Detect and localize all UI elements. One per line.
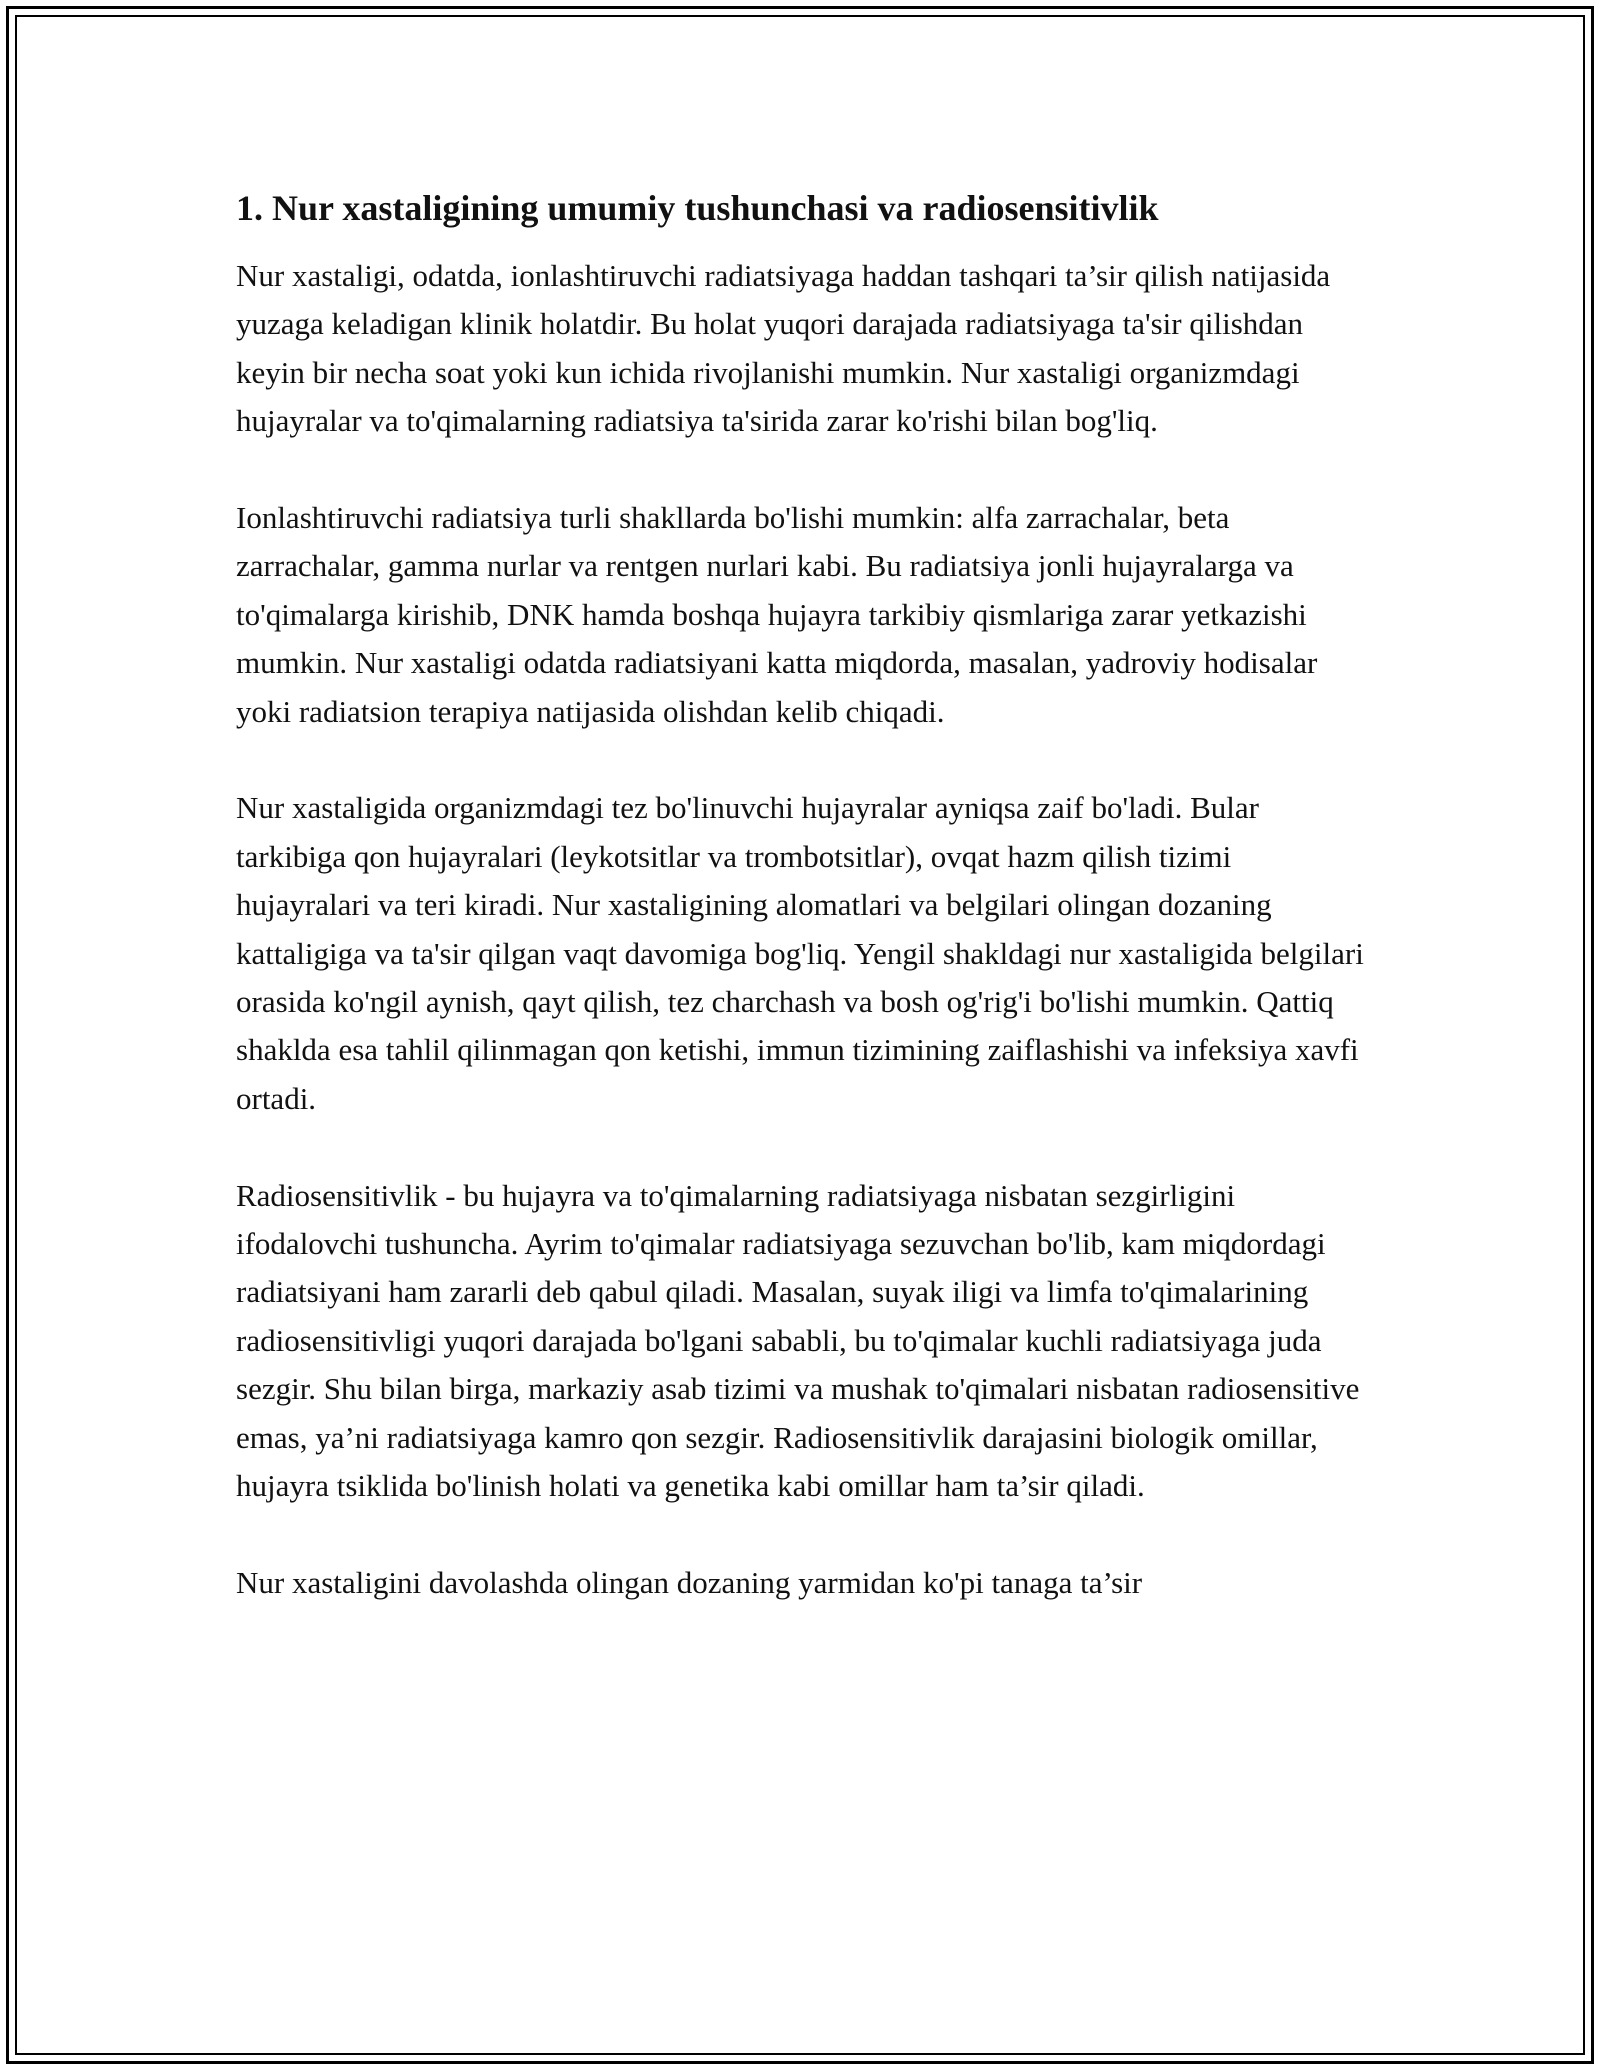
paragraph-4: Radiosensitivlik - bu hujayra va to'qimalarning radiatsiyaga nisbatan sezgirligini ifodalovchi tushuncha. Ayrim to'qimalar radiatsiyaga sezuvchan bo'lib, kam miqdordagi radiatsiyani ham zararli deb qabul qiladi. Masalan, suyak iligi va limfa to'qimalarining radiosensitivligi yuqori darajada bo'lgani sababli, bu to'qimalar kuchli radiatsiyaga juda sezgir. Shu bilan birga, markaziy asab tizimi va mushak to'qimalari nisbatan radiosensitive emas, ya’ni radiatsiyaga kamro qon sezgir. Radiosensitivlik darajasini biologik omillar, hujayra tsiklida bo'linish holati va genetika kabi omillar ham ta’sir qiladi. (236, 1177, 1360, 1504)
document-body (236, 184, 1366, 1607)
paragraph-1: Nur xastaligi, odatda, ionlashtiruvchi radiatsiyaga haddan tashqari ta’sir qilish natijasida yuzaga keladigan klinik holatdir. Bu holat yuqori darajada radiatsiyaga ta'sir qilishdan keyin bir necha soat yoki kun ichida rivojlanishi mumkin. Nur xastaligi organizmdagi hujayralar va to'qimalarning radiatsiya ta'sirida zarar ko'rishi bilan bog'liq. (236, 258, 1331, 439)
paragraph-2: Ionlashtiruvchi radiatsiya turli shakllarda bo'lishi mumkin: alfa zarrachalar, beta zarrachalar, gamma nurlar va rentgen nurlari kabi. Bu radiatsiya jonli hujayralarga va to'qimalarga kirishib, DNK hamda boshqa hujayra tarkibiy qismlariga zarar yetkazishi mumkin. Nur xastaligi odatda radiatsiyani katta miqdorda, masalan, yadroviy hodisalar yoki radiatsion terapiya natijasida olishdan kelib chiqadi. (236, 500, 1318, 729)
section-heading: 1. Nur xastaligining umumiy tushunchasi va radiosensitivlik (236, 188, 1159, 228)
paragraph-5: Nur xastaligini davolashda olingan dozaning yarmidan ko'pi tanaga ta’sir (236, 1564, 1143, 1600)
paragraph-3: Nur xastaligida organizmdagi tez bo'linuvchi hujayralar ayniqsa zaif bo'ladi. Bular tarkibiga qon hujayralari (leykotsitlar va trombotsitlar), ovqat hazm qilish tizimi hujayralari va teri kiradi. Nur xastaligining alomatlari va belgilari olingan dozaning kattaligiga va ta'sir qilgan vaqt davomiga bog'liq. Yengil shakldagi nur xastaligida belgilari orasida ko'ngil aynish, qayt qilish, tez charchash va bosh og'rig'i bo'lishi mumkin. Qattiq shaklda esa tahlil qilinmagan qon ketishi, immun tizimining zaiflashishi va infeksiya xavfi ortadi. (236, 790, 1364, 1116)
